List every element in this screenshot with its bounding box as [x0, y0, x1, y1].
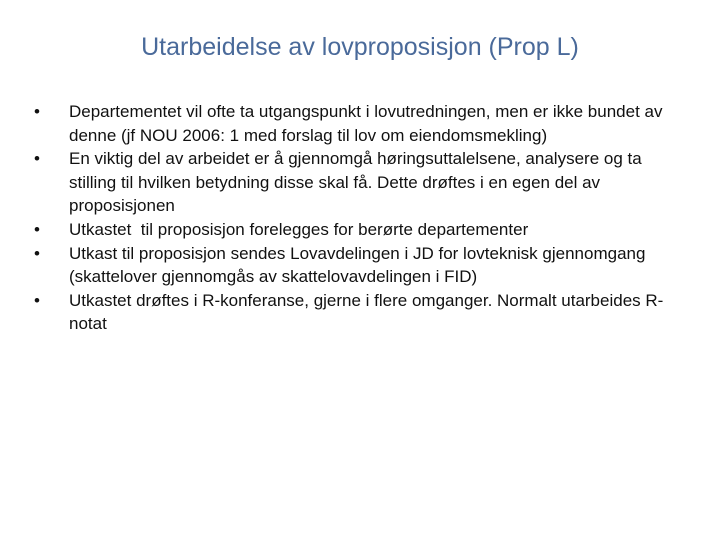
bullet-item-4 [30, 242, 680, 289]
bullet-icon: • [34, 219, 40, 239]
bullet-icon: • [34, 243, 40, 263]
bullet-icon: • [34, 102, 40, 121]
bullet-item-5 [30, 289, 680, 336]
bullet-item-2 [30, 147, 680, 218]
slide-title: Utarbeidelse av lovproposisjon (Prop L) [141, 33, 579, 61]
bullet-text: Departementet vil ofte ta utgangspunkt i lovutredningen, men er ikke bundet av denne (jf NOU 2006: 1 med forslag til lov om eiendomsmekling) [69, 102, 663, 145]
bullet-item-3 [30, 218, 680, 242]
bullet-text: Utkastet drøftes i R-konferanse, gjerne i flere omganger. Normalt utarbeides R-notat [69, 290, 664, 334]
bullet-icon: • [34, 149, 40, 169]
bullet-list [30, 100, 680, 336]
bullet-icon: • [34, 290, 40, 310]
bullet-text: Utkast til proposisjon sendes Lovavdelingen i JD for lovteknisk gjennomgang (skattelover gjennomgås av skattelovavdelingen i FID) [69, 243, 646, 287]
bullet-item-1 [30, 100, 680, 147]
bullet-text: En viktig del av arbeidet er å gjennomgå høringsuttalelsene, analysere og ta stilling til hvilken betydning disse skal få. Dette drøftes i en egen del av proposisjonen [69, 149, 642, 216]
bullet-text: Utkastet til proposisjon forelegges for berørte departementer [69, 219, 529, 239]
